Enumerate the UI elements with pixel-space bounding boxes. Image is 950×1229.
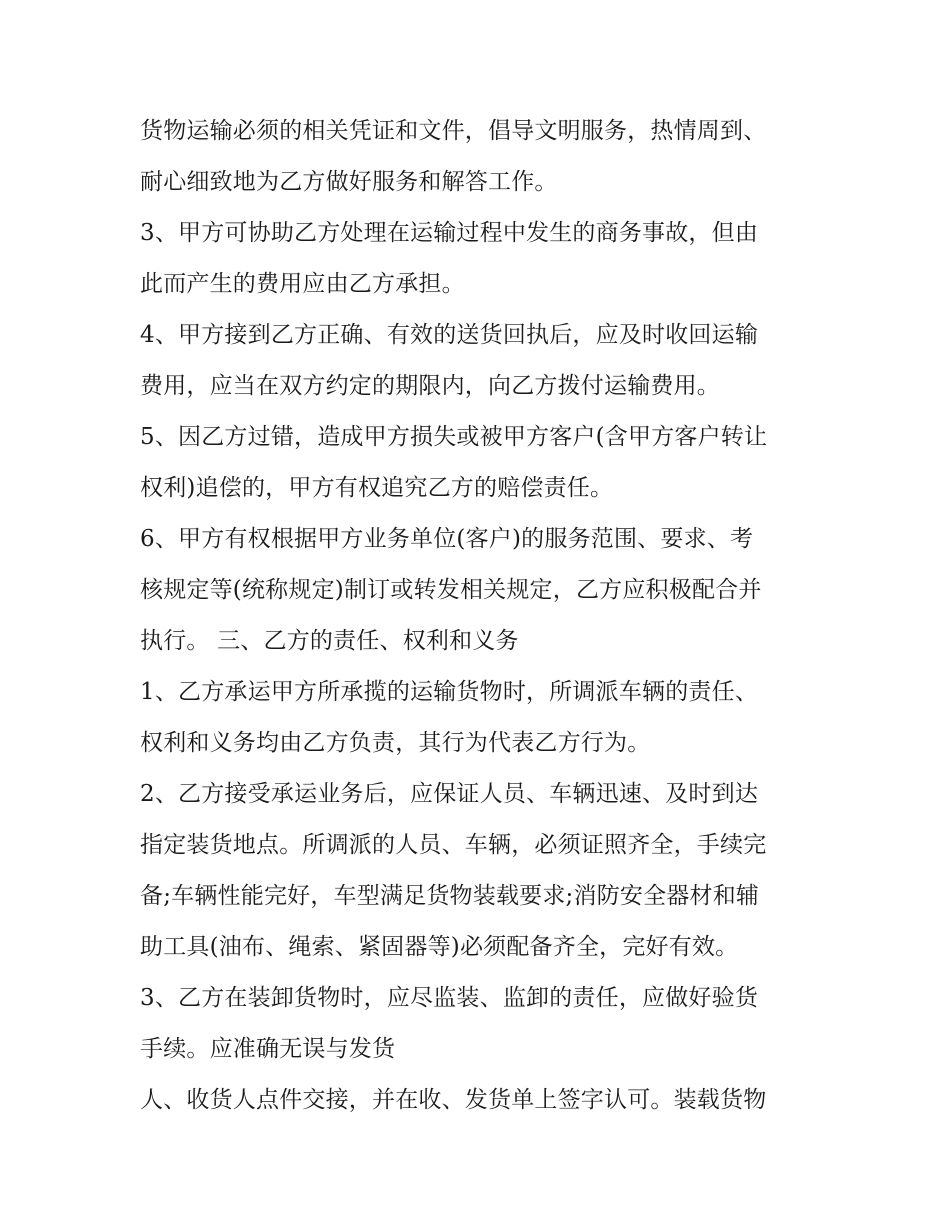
text-line: 货物运输必须的相关凭证和文件，倡导文明服务，热情周到、 [140, 118, 767, 144]
text-line: 助工具(油布、绳索、紧固器等)必须配备齐全，完好有效。 [140, 934, 739, 960]
text-line: 备;车辆性能完好，车型满足货物装载要求;消防安全器材和辅 [140, 883, 760, 909]
text-line: 1、乙方承运甲方所承揽的运输货物时，所调派车辆的责任、 [140, 679, 759, 705]
text-line: 指定装货地点。所调派的人员、车辆，必须证照齐全，手续完 [140, 832, 767, 858]
text-line: 6、甲方有权根据甲方业务单位(客户)的服务范围、要求、考 [140, 526, 754, 552]
text-line: 手续。应准确无误与发货 [140, 1036, 396, 1062]
text-line: 此而产生的费用应由乙方承担。 [140, 271, 465, 297]
text-line: 权利)追偿的，甲方有权追究乙方的赔偿责任。 [140, 475, 614, 501]
text-line: 执行。 三、乙方的责任、权利和义务 [140, 628, 519, 654]
text-line: 核规定等(统称规定)制订或转发相关规定，乙方应积极配合并 [140, 577, 762, 603]
contract-text-body [140, 106, 820, 1126]
text-line: 4、甲方接到乙方正确、有效的送货回执后，应及时收回运输 [140, 322, 759, 348]
text-line: 5、因乙方过错，造成甲方损失或被甲方客户(含甲方客户转让 [140, 424, 768, 450]
text-line: 2、乙方接受承运业务后，应保证人员、车辆迅速、及时到达 [140, 781, 759, 807]
text-line: 权利和义务均由乙方负责，其行为代表乙方行为。 [140, 730, 651, 756]
text-line: 费用，应当在双方约定的期限内，向乙方拨付运输费用。 [140, 373, 720, 399]
text-line: 耐心细致地为乙方做好服务和解答工作。 [140, 169, 558, 195]
text-line: 3、甲方可协助乙方处理在运输过程中发生的商务事故，但由 [140, 220, 759, 246]
text-line: 3、乙方在装卸货物时，应尽监装、监卸的责任，应做好验货 [140, 985, 759, 1011]
text-line: 人、收货人点件交接，并在收、发货单上签字认可。装载货物 [140, 1087, 767, 1113]
